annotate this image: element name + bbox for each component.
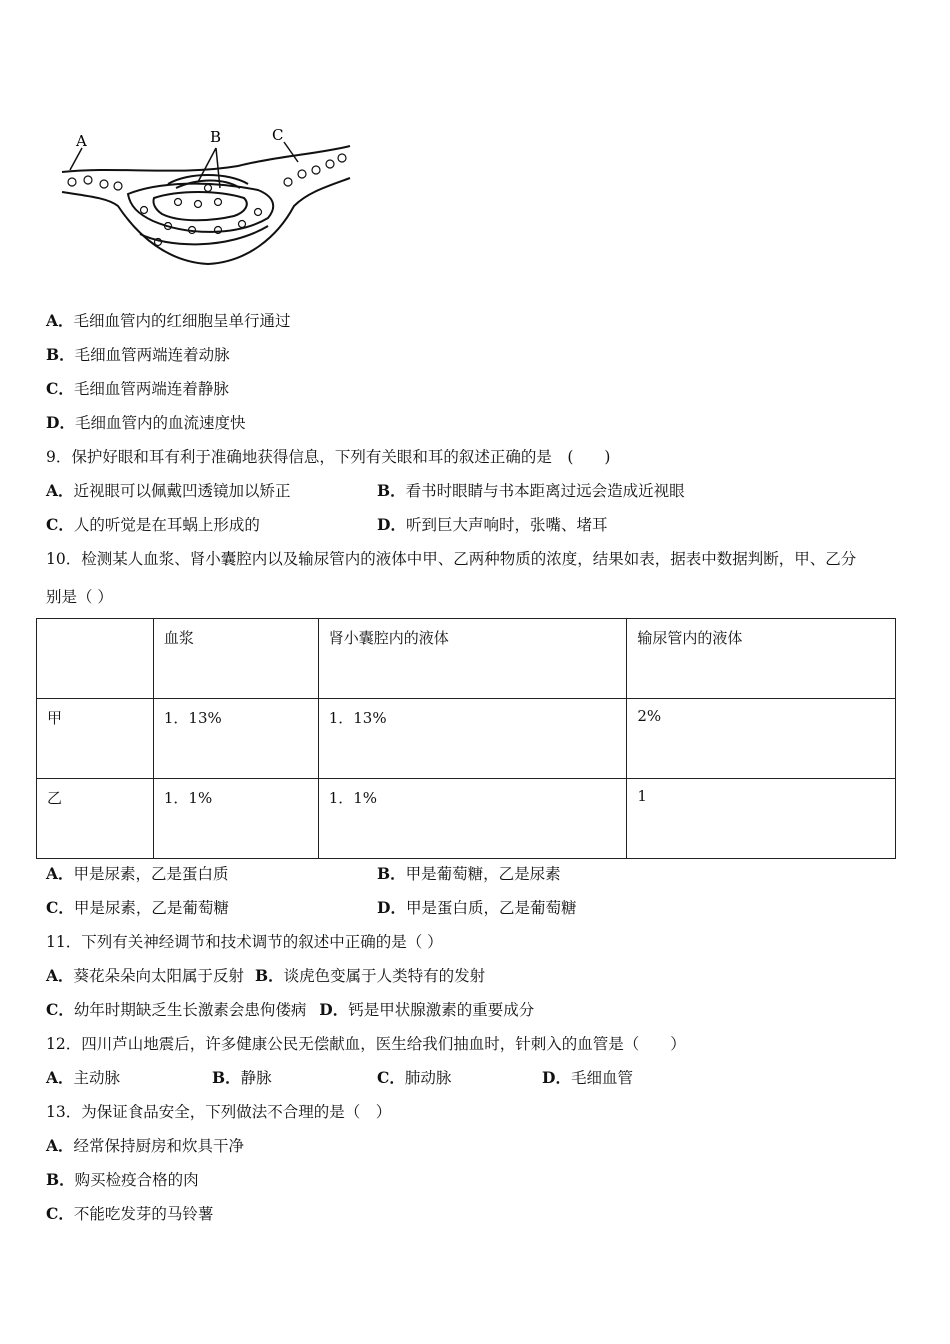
- q12-option-a: A．主动脉: [46, 1068, 121, 1087]
- q11-option-d-text: 钙是甲状腺激素的重要成分: [348, 1001, 535, 1019]
- q11-option-b-letter: B．: [254, 966, 284, 985]
- q11-option-c-letter: C．: [46, 1000, 74, 1019]
- table-cell: 1．1%: [153, 779, 318, 859]
- q12-option-b: B．静脉: [212, 1068, 272, 1087]
- figure-label-c: C: [272, 126, 284, 144]
- q13-stem: 13．为保证食品安全，下列做法不合理的是（ ）: [46, 1103, 392, 1121]
- q12-option-c: C．肺动脉: [377, 1068, 452, 1087]
- table-header-capsule: 肾小囊腔内的液体: [318, 619, 627, 699]
- q13-option-b: B．购买检疫合格的肉: [46, 1170, 199, 1189]
- q8-option-a: A．毛细血管内的红细胞呈单行通过: [46, 311, 291, 330]
- q8-option-c: C．毛细血管两端连着静脉: [46, 379, 229, 398]
- q10-stem-line2: 别是（ ）: [46, 588, 113, 606]
- q10-option-d: D．甲是蛋白质，乙是葡萄糖: [377, 898, 577, 917]
- q9-option-c: C．人的听觉是在耳蜗上形成的: [46, 515, 260, 534]
- figure-label-b: B: [210, 128, 222, 146]
- figure-label-a: A: [76, 132, 87, 150]
- table-cell: 1．1%: [318, 779, 627, 859]
- q13-option-c: C．不能吃发芽的马铃薯: [46, 1204, 214, 1223]
- capillary-diagram: [58, 126, 358, 276]
- table-row: [37, 699, 896, 779]
- q11-options-row1: [46, 965, 485, 987]
- q11-option-b-text: 谈虎色变属于人类特有的发射: [283, 967, 486, 985]
- q10-option-b: B．甲是葡萄糖，乙是尿素: [377, 864, 561, 883]
- q11-stem: 11．下列有关神经调节和技术调节的叙述中正确的是（ ）: [46, 933, 443, 951]
- q11-option-d-letter: D．: [319, 1000, 349, 1019]
- q11-option-a-text: 葵花朵朵向太阳属于反射: [73, 967, 245, 985]
- table-header-ureter: 输尿管内的液体: [627, 619, 896, 699]
- q12-stem: 12．四川芦山地震后，许多健康公民无偿献血，医生给我们抽血时，针刺入的血管是（ ）: [46, 1035, 686, 1053]
- table-cell: 1: [627, 779, 896, 859]
- table-cell: 甲: [37, 699, 154, 779]
- table-cell: [37, 619, 154, 699]
- q11-option-a-letter: A．: [46, 966, 74, 985]
- concentration-table: [36, 618, 896, 859]
- table-cell: 1．13%: [318, 699, 627, 779]
- q10-option-c: C．甲是尿素，乙是葡萄糖: [46, 898, 229, 917]
- q11-options-row2: [46, 999, 534, 1021]
- q8-option-d: D．毛细血管内的血流速度快: [46, 413, 246, 432]
- q10-stem-line1: 10．检测某人血浆、肾小囊腔内以及输尿管内的液体中甲、乙两种物质的浓度，结果如表，据表中数据判断，甲、乙分: [46, 550, 857, 568]
- q9-stem: 9．保护好眼和耳有利于准确地获得信息，下列有关眼和耳的叙述正确的是 ( ): [46, 448, 611, 466]
- table-header-plasma: 血浆: [153, 619, 318, 699]
- q13-option-a: A．经常保持厨房和炊具干净: [46, 1136, 245, 1155]
- q9-option-b: B．看书时眼睛与书本距离过远会造成近视眼: [377, 481, 685, 500]
- table-cell: 乙: [37, 779, 154, 859]
- q9-option-a: A．近视眼可以佩戴凹透镜加以矫正: [46, 481, 291, 500]
- table-cell: 2%: [627, 699, 896, 779]
- q12-option-d: D．毛细血管: [542, 1068, 633, 1087]
- table-row: [37, 779, 896, 859]
- table-header-row: [37, 619, 896, 699]
- q10-option-a: A．甲是尿素，乙是蛋白质: [46, 864, 229, 883]
- q8-option-b: B．毛细血管两端连着动脉: [46, 345, 230, 364]
- q9-option-d: D．听到巨大声响时，张嘴、堵耳: [377, 515, 608, 534]
- q11-option-c-text: 幼年时期缺乏生长激素会患佝偻病: [73, 1001, 307, 1019]
- table-cell: 1．13%: [153, 699, 318, 779]
